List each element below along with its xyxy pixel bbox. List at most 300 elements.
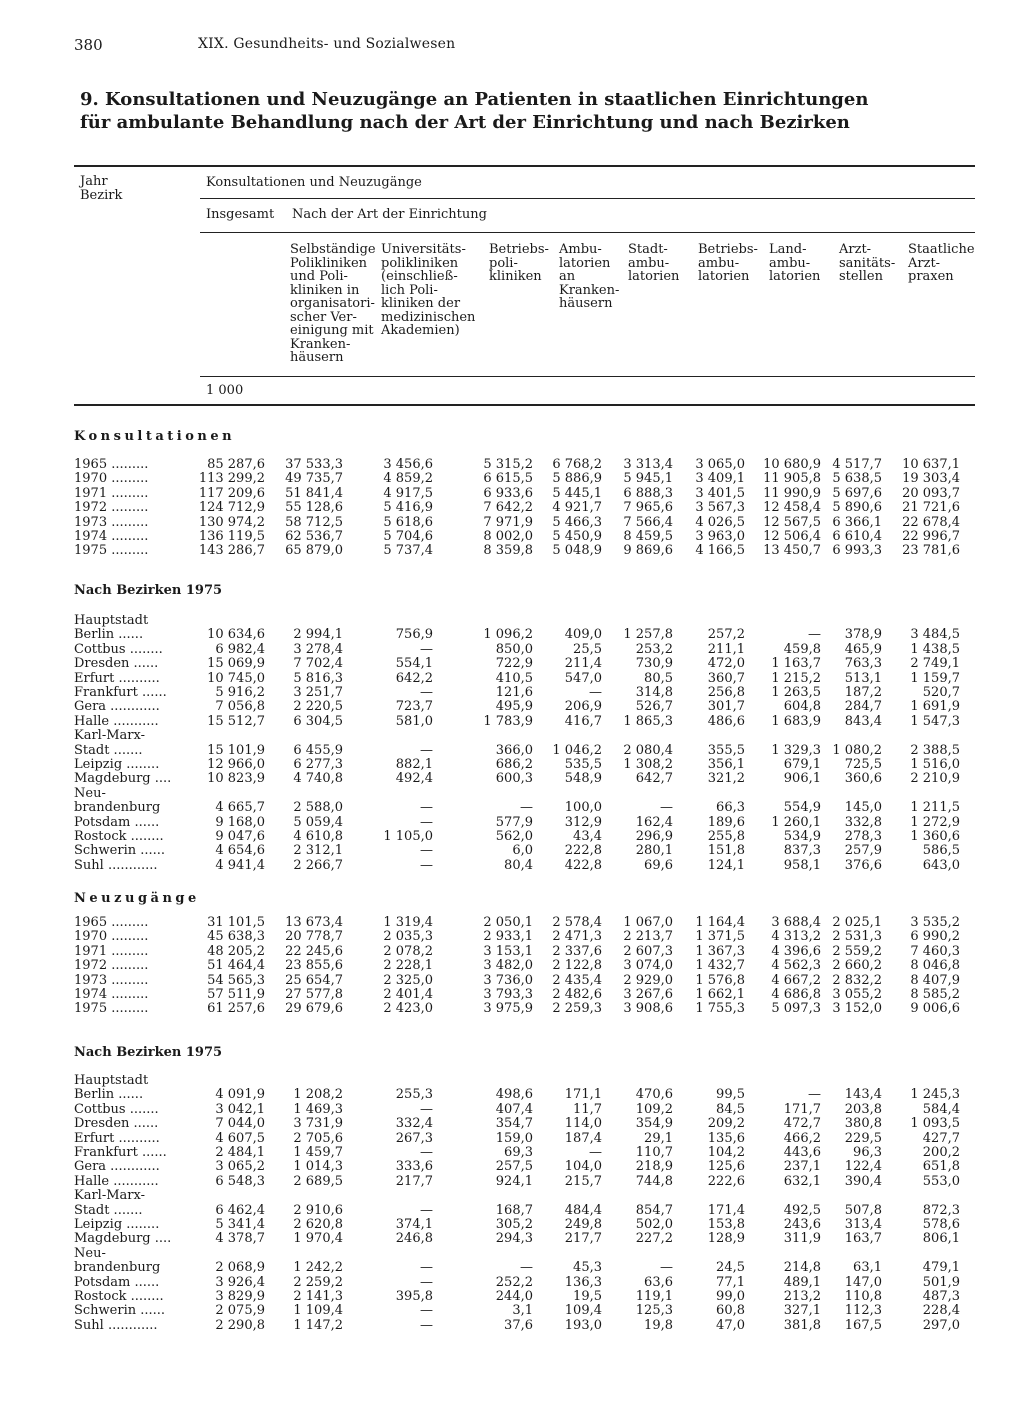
table-cell: 49 735,7: [285, 471, 343, 487]
table-cell: 3 926,4: [215, 1274, 265, 1290]
table-cell: 763,3: [844, 656, 882, 672]
table-cell: 1 662,1: [695, 987, 745, 1002]
table-cell: 61 257,6: [207, 1001, 265, 1017]
table-cell: —: [420, 800, 433, 816]
table-cell: 147,0: [844, 1274, 882, 1290]
table-cell: 1 438,5: [910, 641, 960, 657]
table-row: [0, 1276, 1024, 1290]
row-label: Karl-Marx-: [74, 1188, 145, 1204]
table-row: [0, 1204, 1024, 1218]
table-cell: 99,5: [716, 1087, 745, 1103]
table-cell: 643,0: [922, 857, 960, 873]
table-cell: 366,0: [495, 742, 533, 758]
table-cell: —: [420, 1260, 433, 1276]
table-cell: 301,7: [707, 699, 745, 715]
table-cell: 416,7: [564, 713, 602, 729]
table-cell: 3 065,2: [215, 1159, 265, 1175]
row-label: Gera ............: [74, 699, 160, 715]
table-row: [0, 859, 1024, 873]
table-cell: 553,0: [922, 1173, 960, 1189]
table-cell: 3 535,2: [910, 915, 960, 930]
table-cell: 5 704,6: [383, 529, 433, 544]
table-cell: 8 585,2: [910, 987, 960, 1002]
column-header-ambulatorien-krankenhaeusern: Ambu- latorien an Kranken- häusern: [559, 242, 620, 311]
table-cell: 2 290,8: [215, 1317, 265, 1333]
table-row: [0, 1290, 1024, 1304]
table-row: [0, 516, 1024, 530]
row-label: 1975 .........: [74, 543, 149, 559]
table-cell: 2 929,0: [623, 972, 673, 988]
table-cell: 1 093,5: [910, 1116, 960, 1132]
table-cell: 360,6: [844, 771, 882, 787]
table-cell: 213,2: [783, 1289, 821, 1304]
table-row: [0, 1117, 1024, 1131]
table-cell: 1 109,4: [293, 1303, 343, 1319]
table-cell: 2 122,8: [552, 958, 602, 974]
table-row: [0, 988, 1024, 1002]
row-label: Dresden ......: [74, 1116, 159, 1132]
table-cell: 1 067,0: [623, 915, 673, 930]
table-cell: 171,4: [707, 1202, 745, 1218]
table-cell: 167,5: [844, 1317, 882, 1333]
table-cell: 427,7: [922, 1130, 960, 1146]
table-cell: 203,8: [844, 1101, 882, 1117]
table-cell: —: [420, 1202, 433, 1218]
table-cell: 472,0: [707, 656, 745, 672]
table-row: [0, 672, 1024, 686]
table-cell: 63,1: [853, 1260, 882, 1276]
row-label: Potsdam ......: [74, 814, 160, 830]
row-label: 1965 .........: [74, 457, 149, 472]
table-cell: 163,7: [844, 1231, 882, 1247]
table-cell: 1 755,3: [695, 1001, 745, 1017]
table-cell: 3 688,4: [771, 915, 821, 930]
table-cell: 600,3: [495, 771, 533, 787]
table-cell: 360,7: [707, 670, 745, 686]
table-cell: —: [420, 814, 433, 830]
table-cell: 548,9: [564, 771, 602, 787]
table-cell: 547,0: [564, 670, 602, 686]
table-cell: 3 055,2: [832, 987, 882, 1002]
section-heading-text: Konsultationen: [74, 429, 236, 444]
table-cell: 257,2: [707, 627, 745, 643]
table-cell: 5 466,3: [552, 514, 602, 530]
table-cell: 8 459,5: [623, 529, 673, 544]
section-heading-text: Neuzugänge: [74, 891, 200, 906]
table-cell: 5 890,6: [832, 500, 882, 516]
table-cell: 6 982,4: [215, 641, 265, 657]
table-cell: 2 482,6: [552, 987, 602, 1002]
column-header-universitaetspolikliniken: Universitäts- polikliniken (einschließ- lich Poli- kliniken der medizinischen Akademien): [381, 242, 476, 338]
table-cell: 153,8: [707, 1217, 745, 1232]
row-label: Cottbus ........: [74, 641, 163, 657]
table-cell: 5 315,2: [483, 457, 533, 472]
table-cell: 20 093,7: [902, 485, 960, 501]
table-cell: 311,9: [783, 1231, 821, 1247]
table-row: [0, 729, 1024, 743]
table-cell: 10 634,6: [207, 627, 265, 643]
table-cell: 4 313,2: [771, 929, 821, 945]
table-cell: 246,8: [395, 1231, 433, 1247]
table-cell: 1 105,0: [383, 829, 433, 844]
table-cell: 22 678,4: [902, 514, 960, 530]
table-cell: 850,0: [495, 641, 533, 657]
table-cell: 2 312,1: [293, 843, 343, 859]
table-cell: 63,6: [644, 1274, 673, 1290]
row-label: Schwerin ......: [74, 1303, 166, 1319]
table-cell: 312,9: [564, 814, 602, 830]
table-cell: 9 047,6: [215, 829, 265, 844]
row-label: Berlin ......: [74, 1087, 144, 1103]
table-cell: 3 736,0: [483, 972, 533, 988]
table-cell: 1 046,2: [552, 742, 602, 758]
table-cell: 492,5: [783, 1202, 821, 1218]
table-cell: 2 660,2: [832, 958, 882, 974]
table-cell: 843,4: [844, 713, 882, 729]
table-cell: 51 464,4: [207, 958, 265, 974]
table-cell: 217,7: [564, 1231, 602, 1247]
table-cell: 5 697,6: [832, 485, 882, 501]
table-cell: 1 272,9: [910, 814, 960, 830]
row-label: Magdeburg ....: [74, 771, 172, 787]
table-cell: 489,1: [783, 1274, 821, 1290]
table-cell: 297,0: [922, 1317, 960, 1333]
table-cell: 280,1: [635, 843, 673, 859]
table-row: [0, 945, 1024, 959]
table-cell: 25 654,7: [285, 972, 343, 988]
table-cell: 57 511,9: [207, 987, 265, 1002]
table-row: [0, 1189, 1024, 1203]
table-cell: 6 610,4: [832, 529, 882, 544]
table-cell: 513,1: [844, 670, 882, 686]
table-cell: 5 816,3: [293, 670, 343, 686]
table-cell: 9 168,0: [215, 814, 265, 830]
table-cell: 6 993,3: [832, 543, 882, 559]
row-label: Hauptstadt: [74, 1073, 149, 1088]
table-cell: 229,5: [844, 1130, 882, 1146]
table-cell: 211,4: [564, 656, 602, 672]
table-cell: 58 712,5: [285, 514, 343, 530]
table-cell: 15 069,9: [207, 656, 265, 672]
row-label: Leipzig ........: [74, 1217, 160, 1232]
table-cell: 3 908,6: [623, 1001, 673, 1017]
table-cell: 113 299,2: [198, 471, 265, 487]
column-header-landambulatorien: Land- ambu- latorien: [769, 242, 821, 284]
table-cell: 256,8: [707, 685, 745, 700]
table-cell: 20 778,7: [285, 929, 343, 945]
table-cell: 104,2: [707, 1145, 745, 1160]
table-row: [0, 930, 1024, 944]
table-cell: 1 245,3: [910, 1087, 960, 1103]
table-cell: 4 517,7: [832, 457, 882, 472]
table-cell: —: [420, 685, 433, 700]
table-cell: 1 367,3: [695, 943, 745, 959]
table-cell: 313,4: [844, 1217, 882, 1232]
table-cell: 244,0: [495, 1289, 533, 1304]
table-cell: 96,3: [853, 1145, 882, 1160]
table-cell: 1 159,7: [910, 670, 960, 686]
section-heading: [0, 430, 1024, 444]
table-cell: 117 209,6: [198, 485, 265, 501]
table-cell: 1 257,8: [623, 627, 673, 643]
table-row: [0, 614, 1024, 628]
row-label: Neu-: [74, 785, 106, 801]
table-cell: 267,3: [395, 1130, 433, 1146]
table-cell: 130 974,2: [198, 514, 265, 530]
table-cell: 586,5: [922, 843, 960, 859]
table-row: [0, 1175, 1024, 1189]
table-row: [0, 472, 1024, 486]
table-cell: —: [420, 1303, 433, 1319]
table-cell: 3 153,1: [483, 943, 533, 959]
table-cell: 6 990,2: [910, 929, 960, 945]
table-cell: 19,8: [644, 1317, 673, 1333]
table-cell: 381,8: [783, 1317, 821, 1333]
table-cell: 187,2: [844, 685, 882, 700]
row-label: 1974 .........: [74, 987, 149, 1002]
table-cell: 872,3: [922, 1202, 960, 1218]
table-cell: 2 933,1: [483, 929, 533, 945]
table-cell: 1 308,2: [623, 757, 673, 772]
table-cell: 4 378,7: [215, 1231, 265, 1247]
table-cell: 2 401,4: [383, 987, 433, 1002]
table-cell: 3 793,3: [483, 987, 533, 1002]
table-cell: 1 865,3: [623, 713, 673, 729]
table-cell: 8 002,0: [483, 529, 533, 544]
table-cell: 2 210,9: [910, 771, 960, 787]
row-label: 1974 .........: [74, 529, 149, 544]
table-cell: 257,5: [495, 1159, 533, 1175]
table-cell: 60,8: [716, 1303, 745, 1319]
table-cell: 2 259,3: [552, 1001, 602, 1017]
table-cell: 1 459,7: [293, 1145, 343, 1160]
table-cell: 410,5: [495, 670, 533, 686]
row-label: Schwerin ......: [74, 843, 166, 859]
table-cell: 114,0: [564, 1116, 602, 1132]
table-cell: 7 044,0: [215, 1116, 265, 1132]
table-cell: 1 516,0: [910, 757, 960, 772]
header-rule-1: [200, 198, 975, 199]
table-cell: 252,2: [495, 1274, 533, 1290]
row-label: Dresden ......: [74, 656, 159, 672]
table-cell: 3 963,0: [695, 529, 745, 544]
column-header-stadtambulatorien: Stadt- ambu- latorien: [628, 242, 680, 284]
table-cell: 486,6: [707, 713, 745, 729]
group-header: Konsultationen und Neuzugänge: [206, 175, 422, 190]
row-label: 1972 .........: [74, 958, 149, 974]
table-cell: 171,1: [564, 1087, 602, 1103]
table-cell: —: [420, 1101, 433, 1117]
table-cell: 8 407,9: [910, 972, 960, 988]
table-cell: 9 869,6: [623, 543, 673, 559]
table-cell: 2 484,1: [215, 1145, 265, 1160]
table-cell: 6 933,6: [483, 485, 533, 501]
table-cell: 11 905,8: [763, 471, 821, 487]
table-cell: 4 941,4: [215, 857, 265, 873]
row-label: 1965 .........: [74, 915, 149, 930]
table-top-rule: [74, 165, 975, 167]
table-row: [0, 501, 1024, 515]
table-cell: 237,1: [783, 1159, 821, 1175]
table-cell: 443,6: [783, 1145, 821, 1160]
table-cell: —: [420, 843, 433, 859]
table-row: [0, 487, 1024, 501]
table-cell: 109,2: [635, 1101, 673, 1117]
table-cell: 143,4: [844, 1087, 882, 1103]
table-cell: —: [520, 800, 533, 816]
table-cell: 2 435,4: [552, 972, 602, 988]
table-cell: 37 533,3: [285, 457, 343, 472]
table-cell: 8 046,8: [910, 958, 960, 974]
table-cell: 882,1: [395, 757, 433, 772]
table-cell: 4 917,5: [383, 485, 433, 501]
table-cell: 215,7: [564, 1173, 602, 1189]
table-cell: 2 141,3: [293, 1289, 343, 1304]
table-cell: 29,1: [644, 1130, 673, 1146]
table-cell: 4 921,7: [552, 500, 602, 516]
table-row: [0, 758, 1024, 772]
table-cell: 24,5: [716, 1260, 745, 1276]
running-head: XIX. Gesundheits- und Sozialwesen: [198, 36, 456, 52]
table-row: [0, 544, 1024, 558]
table-cell: 321,2: [707, 771, 745, 787]
row-label: 1973 .........: [74, 972, 149, 988]
row-label: Cottbus .......: [74, 1101, 159, 1117]
table-row: [0, 772, 1024, 786]
table-cell: 4 667,2: [771, 972, 821, 988]
table-cell: 2 068,9: [215, 1260, 265, 1276]
table-cell: 218,9: [635, 1159, 673, 1175]
table-cell: 193,0: [564, 1317, 602, 1333]
table-cell: 390,4: [844, 1173, 882, 1189]
table-cell: 1 080,2: [832, 742, 882, 758]
table-cell: 501,9: [922, 1274, 960, 1290]
table-cell: 744,8: [635, 1173, 673, 1189]
table-row: [0, 1088, 1024, 1102]
table-cell: 12 506,4: [763, 529, 821, 544]
row-label: brandenburg: [74, 800, 161, 816]
table-cell: 535,5: [564, 757, 602, 772]
table-cell: —: [420, 857, 433, 873]
table-cell: 5 638,5: [832, 471, 882, 487]
row-label: Neu-: [74, 1245, 106, 1261]
table-row: [0, 1319, 1024, 1333]
table-cell: 6 277,3: [293, 757, 343, 772]
table-cell: 374,1: [395, 1217, 433, 1232]
table-cell: 11 990,9: [763, 485, 821, 501]
table-cell: 1 164,4: [695, 915, 745, 930]
table-cell: —: [420, 742, 433, 758]
table-cell: 3 278,4: [293, 641, 343, 657]
table-cell: 69,6: [644, 857, 673, 873]
table-cell: 112,3: [844, 1303, 882, 1319]
table-row: [0, 916, 1024, 930]
table-cell: 214,8: [783, 1260, 821, 1276]
table-cell: 6 366,1: [832, 514, 882, 530]
table-cell: 3 401,5: [695, 485, 745, 501]
table-cell: 6 462,4: [215, 1202, 265, 1218]
section-heading-text: Nach Bezirken 1975: [74, 583, 223, 598]
table-cell: 69,3: [504, 1145, 533, 1160]
table-cell: 837,3: [783, 843, 821, 859]
table-cell: 159,0: [495, 1130, 533, 1146]
row-label: Gera ............: [74, 1159, 160, 1175]
table-cell: 13 450,7: [763, 543, 821, 559]
table-cell: —: [660, 800, 673, 816]
table-cell: 200,2: [922, 1145, 960, 1160]
table-cell: 642,2: [395, 670, 433, 686]
table-cell: 7 642,2: [483, 500, 533, 516]
table-cell: 332,8: [844, 814, 882, 830]
table-cell: 1 211,5: [910, 800, 960, 816]
table-cell: 11,7: [573, 1101, 602, 1117]
table-cell: 10 823,9: [207, 771, 265, 787]
table-cell: 55 128,6: [285, 500, 343, 516]
stub-header: Jahr Bezirk: [80, 174, 123, 203]
table-cell: 1 260,1: [771, 814, 821, 830]
table-cell: 5 886,9: [552, 471, 602, 487]
table-cell: 487,3: [922, 1289, 960, 1304]
table-cell: 4 026,5: [695, 514, 745, 530]
table-cell: 3 975,9: [483, 1001, 533, 1017]
table-cell: 526,7: [635, 699, 673, 715]
table-cell: 5 916,2: [215, 685, 265, 700]
table-cell: 187,4: [564, 1130, 602, 1146]
row-label: Erfurt ..........: [74, 670, 160, 686]
table-cell: 109,4: [564, 1303, 602, 1319]
table-row: [0, 1132, 1024, 1146]
table-cell: —: [660, 1260, 673, 1276]
table-cell: 906,1: [783, 771, 821, 787]
table-cell: 65 879,0: [285, 543, 343, 559]
table-row: [0, 1304, 1024, 1318]
table-cell: 2 337,6: [552, 943, 602, 959]
table-cell: 332,4: [395, 1116, 433, 1132]
table-cell: 43,4: [573, 829, 602, 844]
table-cell: 380,8: [844, 1116, 882, 1132]
table-cell: 162,4: [635, 814, 673, 830]
table-cell: 725,5: [844, 757, 882, 772]
table-cell: 492,4: [395, 771, 433, 787]
table-cell: 249,8: [564, 1217, 602, 1232]
table-cell: 354,7: [495, 1116, 533, 1132]
table-cell: 51 841,4: [285, 485, 343, 501]
row-label: Halle ...........: [74, 713, 159, 729]
table-row: [0, 816, 1024, 830]
table-cell: 222,8: [564, 843, 602, 859]
table-cell: 2 531,3: [832, 929, 882, 945]
table-cell: 84,5: [716, 1101, 745, 1117]
column-header-betriebsambulatorien: Betriebs- ambu- latorien: [698, 242, 758, 284]
table-cell: 2 388,5: [910, 742, 960, 758]
table-cell: 6 304,5: [293, 713, 343, 729]
table-cell: 854,7: [635, 1202, 673, 1218]
table-cell: 6 615,5: [483, 471, 533, 487]
table-cell: 562,0: [495, 829, 533, 844]
header-rule-3: [200, 376, 975, 377]
table-cell: 37,6: [504, 1317, 533, 1333]
section-heading: [0, 1046, 1024, 1060]
table-cell: 1 783,9: [483, 713, 533, 729]
table-cell: 100,0: [564, 800, 602, 816]
table-cell: 255,8: [707, 829, 745, 844]
table-cell: 228,4: [922, 1303, 960, 1319]
table-cell: 2 607,3: [623, 943, 673, 959]
table-cell: 479,1: [922, 1260, 960, 1276]
table-cell: 4 396,6: [771, 943, 821, 959]
table-cell: 2 620,8: [293, 1217, 343, 1232]
table-cell: 5 945,1: [623, 471, 673, 487]
